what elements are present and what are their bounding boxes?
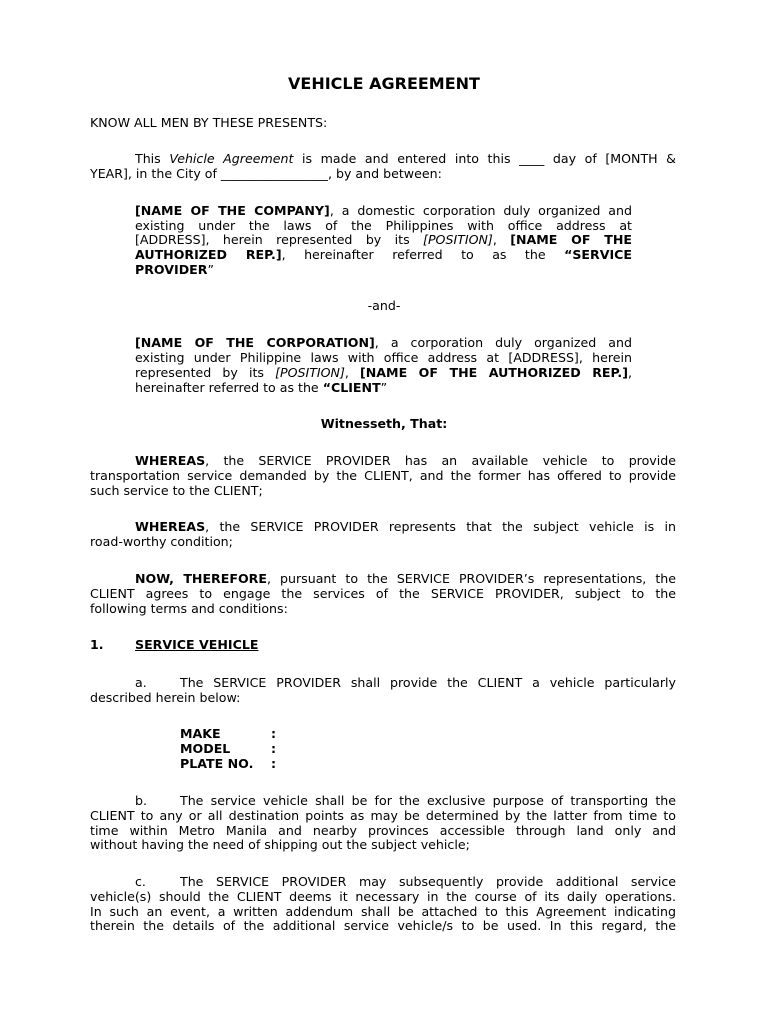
item-c-line-1: The SERVICE PROVIDER may subsequently provide additional service bbox=[180, 874, 676, 889]
party1-position: [POSITION] bbox=[423, 232, 493, 247]
spec-row-make: MAKE : bbox=[180, 726, 277, 741]
spec-label: MAKE bbox=[180, 726, 221, 741]
witnesseth-heading: Witnesseth, That: bbox=[320, 416, 448, 431]
item-a-marker: a. bbox=[135, 675, 147, 690]
spec-row-plate: PLATE NO. : bbox=[180, 756, 277, 771]
party2-line-4: hereinafter referred to as the “CLIENT” bbox=[135, 380, 388, 395]
party2-line-2: existing under Philippine laws with office address at [ADDRESS], herein bbox=[135, 350, 632, 365]
party2-position: [POSITION] bbox=[275, 365, 345, 380]
party2-line-1: [NAME OF THE CORPORATION], a corporation duly organized and bbox=[135, 335, 632, 350]
whereas2-line-1: WHEREAS, the SERVICE PROVIDER represents that the subject vehicle is in bbox=[135, 519, 676, 534]
item-c-line-2: vehicle(s) should the CLIENT deems it necessary in the course of its daily operations. bbox=[90, 889, 676, 904]
item-b-line-2: CLIENT to any or all destination points as may be determined by the latter from time to bbox=[90, 808, 676, 823]
section1-number: 1. bbox=[90, 637, 104, 652]
agreement-term: Vehicle Agreement bbox=[169, 151, 294, 166]
item-c-line-3: In such an event, a written addendum shall be attached to this Agreement indicating bbox=[90, 904, 676, 919]
whereas1-line-1: WHEREAS, the SERVICE PROVIDER has an available vehicle to provide bbox=[135, 453, 676, 468]
party1-line-1: [NAME OF THE COMPANY], a domestic corporation duly organized and bbox=[135, 203, 632, 218]
party2-line-3: represented by its [POSITION], [NAME OF THE AUTHORIZED REP.], bbox=[135, 365, 632, 380]
intro-line-1: This Vehicle Agreement is made and entered into this ____ day of [MONTH & bbox=[135, 151, 677, 166]
party1-name: [NAME OF THE COMPANY] bbox=[135, 203, 330, 218]
party1-line-5: PROVIDER” bbox=[135, 262, 215, 277]
party1-line-3: [ADDRESS], herein represented by its [POSITION], [NAME OF THE bbox=[135, 232, 632, 247]
spec-label: PLATE NO. bbox=[180, 756, 254, 771]
know-all-line: KNOW ALL MEN BY THESE PRESENTS: bbox=[90, 115, 328, 130]
item-a-line-2: described herein below: bbox=[90, 690, 241, 705]
now-therefore-line-1: NOW, THEREFORE, pursuant to the SERVICE PROVIDER’s representations, the bbox=[135, 571, 676, 586]
spec-label: MODEL bbox=[180, 741, 231, 756]
section1-heading: SERVICE VEHICLE bbox=[135, 637, 259, 652]
and-separator: -and- bbox=[367, 298, 401, 313]
whereas1-line-2: transportation service demanded by the CLIENT, and the former has offered to provide bbox=[90, 468, 676, 483]
item-c-marker: c. bbox=[135, 874, 146, 889]
party1-line-2: existing under the laws of the Philippines with office address at bbox=[135, 218, 632, 233]
item-a-line-1: The SERVICE PROVIDER shall provide the CLIENT a vehicle particularly bbox=[180, 675, 676, 690]
item-b-marker: b. bbox=[135, 793, 147, 808]
document-title: VEHICLE AGREEMENT bbox=[288, 74, 480, 93]
spec-row-model: MODEL : bbox=[180, 741, 277, 756]
item-b-line-3: time within Metro Manila and nearby provinces accessible through land only and bbox=[90, 823, 676, 838]
intro-line-2: YEAR], in the City of _________________, by and between: bbox=[90, 166, 442, 181]
item-b-line-4: without having the need of shipping out the subject vehicle; bbox=[90, 837, 470, 852]
whereas1-line-3: such service to the CLIENT; bbox=[90, 483, 263, 498]
party1-line-4: AUTHORIZED REP.], hereinafter referred to as the “SERVICE bbox=[135, 247, 633, 262]
item-b-line-1: The service vehicle shall be for the exclusive purpose of transporting the bbox=[180, 793, 676, 808]
item-c-line-4: therein the details of the additional service vehicle/s to be used. In this regard, the bbox=[90, 918, 676, 933]
whereas2-line-2: road-worthy condition; bbox=[90, 534, 233, 549]
party2-name: [NAME OF THE CORPORATION] bbox=[135, 335, 375, 350]
now-therefore-line-3: following terms and conditions: bbox=[90, 601, 288, 616]
now-therefore-line-2: CLIENT agrees to engage the services of the SERVICE PROVIDER, subject to the bbox=[90, 586, 676, 601]
